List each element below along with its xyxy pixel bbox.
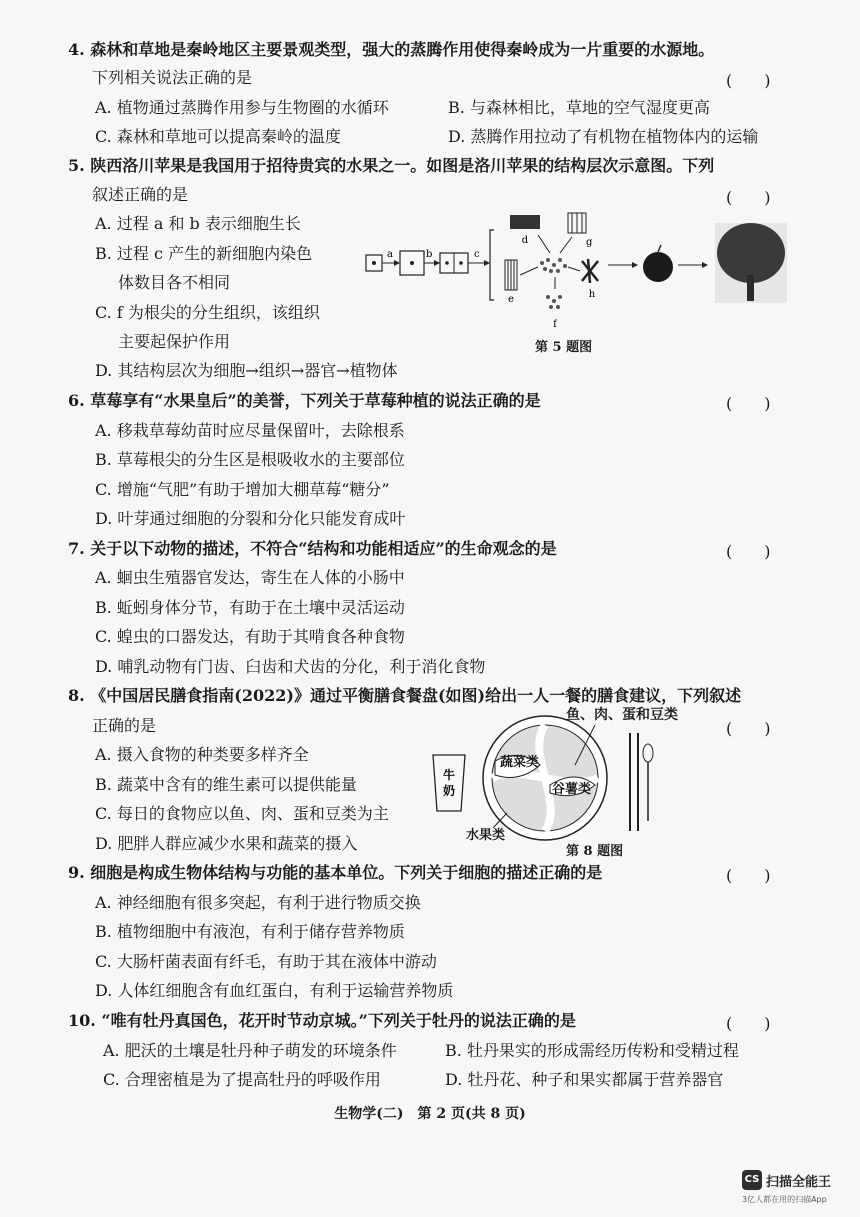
- figure-8-caption: 第 8 题图: [566, 844, 624, 859]
- q4-option-d: D. 蒸腾作用拉动了有机物在植物体内的运输: [448, 127, 759, 146]
- q5-option-a: A. 过程 a 和 b 表示细胞生长: [95, 214, 301, 233]
- plate-label-grain: 谷薯类: [552, 782, 592, 797]
- q7-option-c: C. 蝗虫的口器发达，有助于其啃食各种食物: [95, 627, 405, 646]
- label-a: a: [387, 249, 393, 260]
- figure-5-diagram: [360, 205, 790, 340]
- q5-option-b-line1: B. 过程 c 产生的新细胞内染色: [95, 244, 313, 263]
- q7-option-d: D. 哺乳动物有门齿、臼齿和犬齿的分化，利于消化食物: [95, 657, 486, 676]
- label-f: f: [553, 319, 557, 330]
- q8-option-b: B. 蔬菜中含有的维生素可以提供能量: [95, 775, 357, 794]
- q6-answer-paren: ( ): [726, 394, 771, 413]
- q6-option-d: D. 叶芽通过细胞的分裂和分化只能发育成叶: [95, 509, 406, 528]
- q8-option-d: D. 肥胖人群应减少水果和蔬菜的摄入: [95, 834, 358, 853]
- label-c: c: [474, 249, 480, 260]
- q6-option-c: C. 增施“气肥”有助于增加大棚草莓“糖分”: [95, 480, 390, 499]
- q5-option-c-line2: 主要起保护作用: [118, 332, 231, 351]
- q9-option-c: C. 大肠杆菌表面有纤毛，有助于其在液体中游动: [95, 952, 437, 971]
- q5-answer-paren: ( ): [726, 188, 771, 207]
- q10-option-b: B. 牡丹果实的形成需经历传粉和受精过程: [445, 1041, 739, 1060]
- q5-option-d: D. 其结构层次为细胞→组织→器官→植物体: [95, 361, 398, 380]
- q4-option-c: C. 森林和草地可以提高秦岭的温度: [95, 127, 341, 146]
- q9-option-b: B. 植物细胞中有液泡，有利于储存营养物质: [95, 922, 405, 941]
- q8-stem-line1: 8. 《中国居民膳食指南(2022)》通过平衡膳食餐盘(如图)给出一人一餐的膳食建议，下列叙述: [68, 686, 742, 705]
- tissue-f: [546, 295, 562, 309]
- scanner-logo-icon: CS: [742, 1170, 762, 1190]
- scanner-logo-tagline: 3亿人都在用的扫描App: [742, 1195, 827, 1204]
- q10-answer-paren: ( ): [726, 1014, 771, 1033]
- q6-stem: 6. 草莓享有“水果皇后”的美誉，下列关于草莓种植的说法正确的是: [68, 391, 541, 410]
- figure-5-caption: 第 5 题图: [535, 340, 593, 355]
- q6-option-a: A. 移栽草莓幼苗时应尽量保留叶，去除根系: [95, 421, 405, 440]
- page-footer: 生物学(二) 第 2 页(共 8 页): [334, 1106, 526, 1122]
- label-g: g: [586, 237, 593, 248]
- q9-stem: 9. 细胞是构成生物体结构与功能的基本单位。下列关于细胞的描述正确的是: [68, 863, 603, 882]
- tissue-h: [582, 259, 598, 283]
- label-b: b: [426, 249, 433, 260]
- label-h: h: [588, 289, 596, 300]
- q6-option-b: B. 草莓根尖的分生区是根吸收水的主要部位: [95, 450, 405, 469]
- q5-stem-line1: 5. 陕西洛川苹果是我国用于招待贵宾的水果之一。如图是洛川苹果的结构层次示意图。下列: [68, 156, 715, 175]
- milk-label-2: 奶: [442, 784, 456, 798]
- tissue-d: [510, 215, 540, 229]
- scanner-logo: [742, 1170, 842, 1210]
- q10-option-d: D. 牡丹花、种子和果实都属于营养器官: [445, 1070, 724, 1089]
- q9-answer-paren: ( ): [726, 866, 771, 885]
- q9-option-a: A. 神经细胞有很多突起，有利于进行物质交换: [95, 893, 421, 912]
- plate-label-fruit: 水果类: [466, 828, 506, 843]
- plate-label-protein: 鱼、肉、蛋和豆类: [566, 707, 678, 723]
- apple: [643, 252, 673, 282]
- q7-option-a: A. 蛔虫生殖器官发达，寄生在人体的小肠中: [95, 568, 405, 587]
- q10-stem: 10. “唯有牡丹真国色，花开时节动京城。”下列关于牡丹的说法正确的是: [68, 1011, 576, 1030]
- q8-answer-paren: ( ): [726, 719, 771, 738]
- q9-option-d: D. 人体红细胞含有血红蛋白，有利于运输营养物质: [95, 981, 454, 1000]
- q4-option-a: A. 植物通过蒸腾作用参与生物圈的水循环: [95, 98, 389, 117]
- q10-option-c: C. 合理密植是为了提高牡丹的呼吸作用: [103, 1070, 381, 1089]
- scanner-logo-name: 扫描全能王: [766, 1175, 832, 1190]
- q8-stem-line2: 正确的是: [92, 716, 157, 735]
- label-e: e: [508, 294, 514, 305]
- q8-option-a: A. 摄入食物的种类要多样齐全: [95, 745, 309, 764]
- q7-option-b: B. 蚯蚓身体分节，有助于在土壤中灵活运动: [95, 598, 405, 617]
- q4-stem-line2: 下列相关说法正确的是: [92, 68, 253, 87]
- q4-answer-paren: ( ): [726, 71, 771, 90]
- label-d: d: [521, 235, 529, 246]
- q5-option-c-line1: C. f 为根尖的分生组织，该组织: [95, 303, 320, 322]
- q5-stem-line2: 叙述正确的是: [92, 185, 189, 204]
- spoon: [643, 744, 653, 762]
- q5-option-b-line2: 体数目各不相同: [118, 273, 231, 292]
- plate-label-veg: 蔬菜类: [500, 755, 540, 770]
- q10-option-a: A. 肥沃的土壤是牡丹种子萌发的环境条件: [103, 1041, 397, 1060]
- q7-answer-paren: ( ): [726, 542, 771, 561]
- milk-label-1: 牛: [442, 768, 456, 782]
- milk-cup: [433, 755, 465, 811]
- tissue-center: [540, 258, 567, 273]
- q7-stem: 7. 关于以下动物的描述，不符合“结构和功能相适应”的生命观念的是: [68, 539, 557, 558]
- q8-option-c: C. 每日的食物应以鱼、肉、蛋和豆类为主: [95, 804, 389, 823]
- q4-option-b: B. 与森林相比，草地的空气湿度更高: [448, 98, 710, 117]
- q4-stem-line1: 4. 森林和草地是秦岭地区主要景观类型，强大的蒸腾作用使得秦岭成为一片重要的水源地。: [68, 40, 715, 59]
